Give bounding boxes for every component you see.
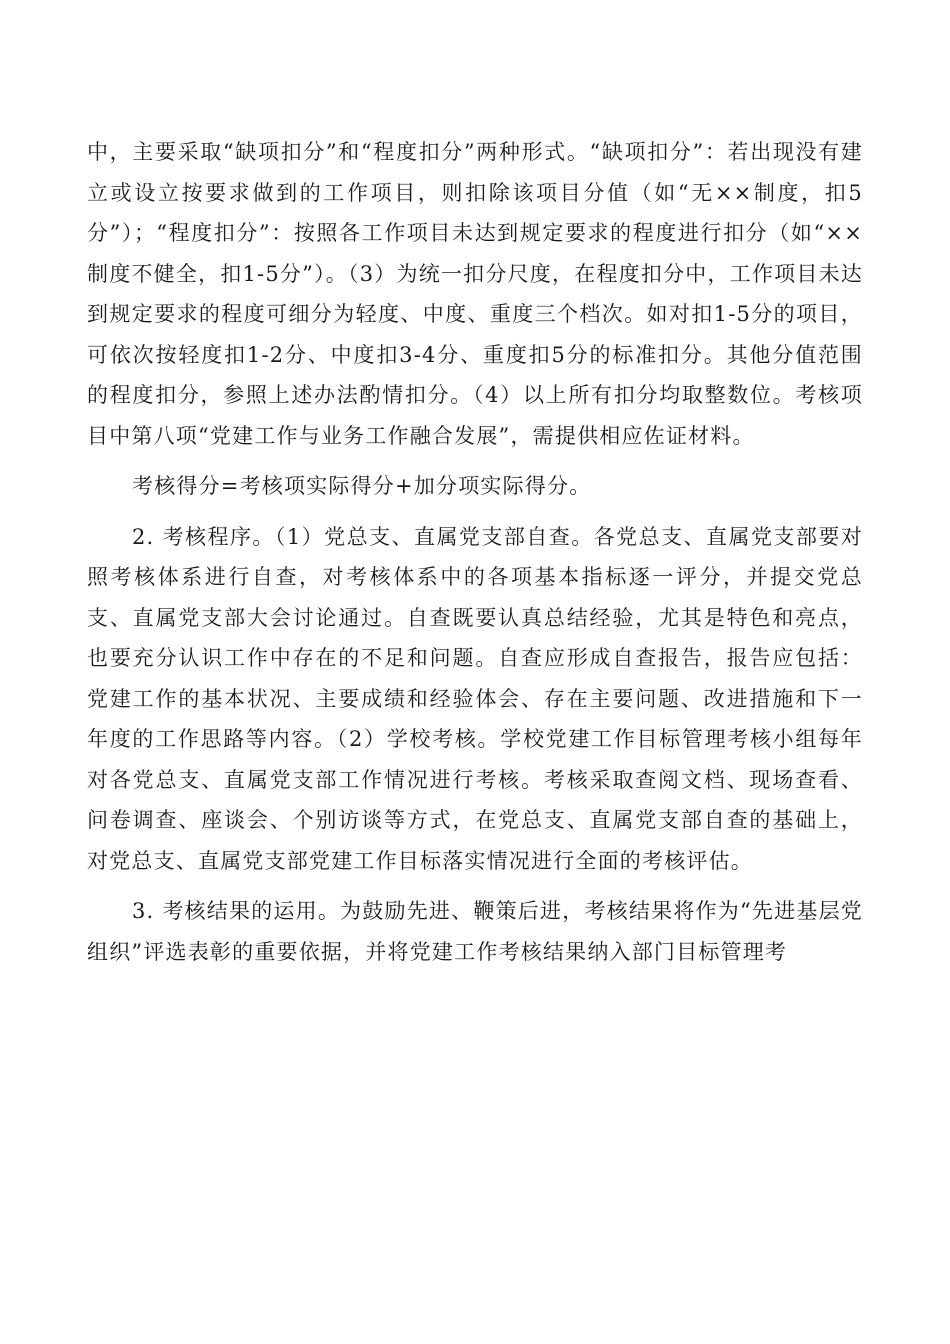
paragraph-result-usage: 3. 考核结果的运用。为鼓励先进、鞭策后进，考核结果将作为“先进基层党组织”评选表彰的重要依据，并将党建工作考核结果纳入部门目标管理考 xyxy=(87,899,863,964)
paragraph-score-formula: 考核得分=考核项实际得分+加分项实际得分。 xyxy=(132,474,592,498)
document-body xyxy=(87,132,863,972)
paragraph-assessment-procedure: 2. 考核程序。（1）党总支、直属党支部自查。各党总支、直属党支部要对照考核体系进行自查，对考核体系中的各项基本指标逐一评分，并提交党总支、直属党支部大会讨论通过。自查既要认真总结经验，尤其是特色和亮点，也要充分认识工作中存在的不足和问题。自查应形成自查报告，报告应包括：党建工作的基本状况、主要成绩和经验体会、存在主要问题、改进措施和下一年度的工作思路等内容。（2）学校考核。学校党建工作目标管理考核小组每年对各党总支、直属党支部工作情况进行考核。考核采取查阅文档、现场查看、问卷调查、座谈会、个别访谈等方式，在党总支、直属党支部自查的基础上，对党总支、直属党支部党建工作目标落实情况进行全面的考核评估。 xyxy=(87,524,863,873)
paragraph-deduction-rules: 中，主要采取“缺项扣分”和“程度扣分”两种形式。“缺项扣分”：若出现没有建立或设立按要求做到的工作项目，则扣除该项目分值（如“无××制度，扣5分”）；“程度扣分”：按照各工作项目未达到规定要求的程度进行扣分（如“××制度不健全，扣1-5分”）。（3）为统一扣分尺度，在程度扣分中，工作项目未达到规定要求的程度可细分为轻度、中度、重度三个档次。如对扣1-5分的项目，可依次按轻度扣1-2分、中度扣3-4分、重度扣5分的标准扣分。其他分值范围的程度扣分，参照上述办法酌情扣分。（4）以上所有扣分均取整数位。考核项目中第八项“党建工作与业务工作融合发展”，需提供相应佐证材料。 xyxy=(87,140,863,448)
